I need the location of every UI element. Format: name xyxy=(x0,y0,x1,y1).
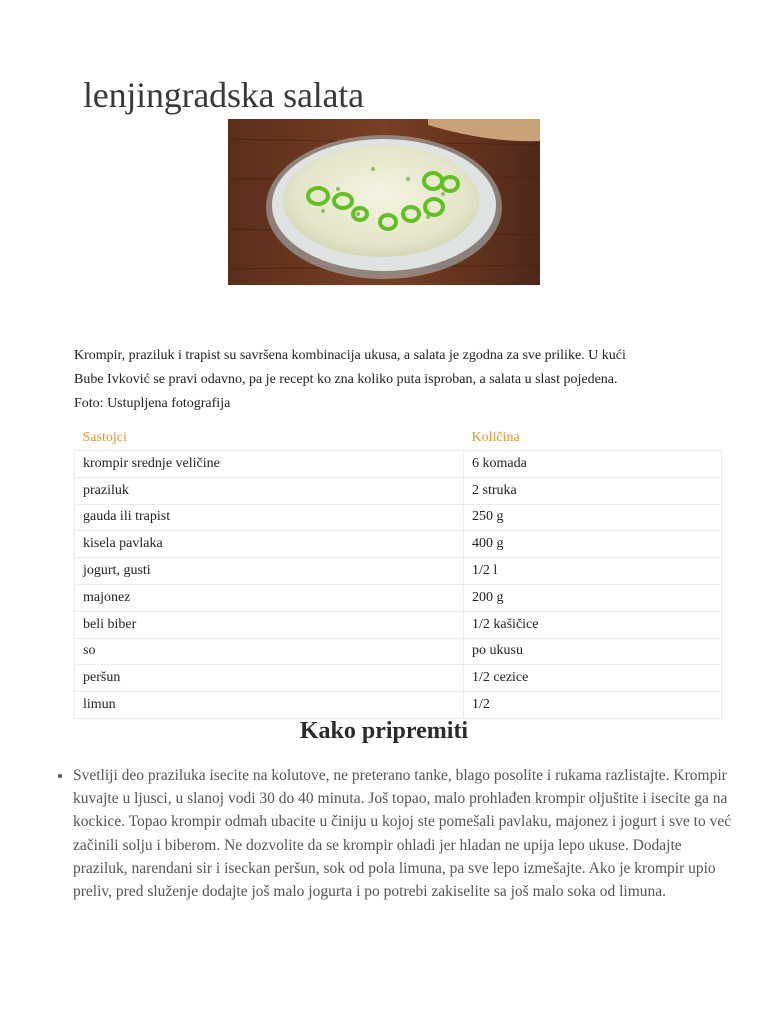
ingredient-quantity: 1/2 kašičice xyxy=(464,611,722,638)
table-row xyxy=(75,638,722,665)
table-header-row xyxy=(75,425,722,451)
photo-credit: Foto: Ustupljena fotografija xyxy=(74,396,231,411)
ingredient-quantity: 200 g xyxy=(464,584,722,611)
table-row xyxy=(75,531,722,558)
ingredient-name: so xyxy=(75,638,464,665)
ingredient-name: majonez xyxy=(75,584,464,611)
preparation-heading: Kako pripremiti xyxy=(299,718,469,744)
ingredient-quantity: po ukusu xyxy=(464,638,722,665)
ingredients-table xyxy=(74,425,722,719)
ingredient-quantity: 1/2 xyxy=(464,692,722,719)
table-row xyxy=(75,584,722,611)
table-row xyxy=(75,665,722,692)
ingredient-quantity: 400 g xyxy=(464,531,722,558)
ingredient-name: kisela pavlaka xyxy=(75,531,464,558)
ingredient-name: krompir srednje veličine xyxy=(75,451,464,478)
ingredient-name: beli biber xyxy=(75,611,464,638)
table-row xyxy=(75,558,722,585)
table-row xyxy=(75,692,722,719)
column-header-quantity: Količina xyxy=(471,429,520,445)
column-header-ingredient: Sastojci xyxy=(82,429,127,445)
intro-line: Bube Ivković se pravi odavno, pa je recept ko zna koliko puta isproban, a salata u slast pojedena. xyxy=(74,372,618,387)
intro-text xyxy=(74,344,714,416)
preparation-step: • Svetliji deo praziluka isecite na kolutove, ne preterano tanke, blago posolite i rukama razlistajte. Krompir kuvajte u ljusci, u slanoj vodi 30 do 40 minuta. Još topao, malo prohlađen krompir oljuštite i isecite ga na kockice. Topao krompir odmah ubacite u činiju u kojoj ste pomešali pavlaku, majonez i jogurt i sve to već začinili solju i biberom. Ne dozvolite da se krompir ohladi jer hladan ne upija lepo ukuse. Dodajte praziluk, narendani sir i iseckan peršun, sok od pola limuna, pa sve lepo izmešajte. Ako je krompir upio preliv, pred služenje dodajte još malo jogurta i po potrebi zakiselite sa još malo soka od limuna. xyxy=(73,764,733,903)
preparation-steps xyxy=(42,764,733,903)
ingredient-quantity: 2 struka xyxy=(464,477,722,504)
intro-line: Krompir, praziluk i trapist su savršena kombinacija ukusa, a salata je zgodna za sve prilike. U kući xyxy=(74,348,626,363)
ingredient-name: limun xyxy=(75,692,464,719)
ingredient-quantity: 1/2 l xyxy=(464,558,722,585)
ingredient-name: praziluk xyxy=(75,477,464,504)
salad-bowl-photo xyxy=(228,119,540,285)
table-row xyxy=(75,451,722,478)
ingredient-quantity: 6 komada xyxy=(464,451,722,478)
table-row xyxy=(75,611,722,638)
ingredient-quantity: 1/2 cezice xyxy=(464,665,722,692)
page-title: lenjingradska salata xyxy=(83,75,364,115)
ingredient-quantity: 250 g xyxy=(464,504,722,531)
ingredient-name: gauda ili trapist xyxy=(75,504,464,531)
table-row xyxy=(75,477,722,504)
ingredient-name: jogurt, gusti xyxy=(75,558,464,585)
table-row xyxy=(75,504,722,531)
ingredient-name: peršun xyxy=(75,665,464,692)
